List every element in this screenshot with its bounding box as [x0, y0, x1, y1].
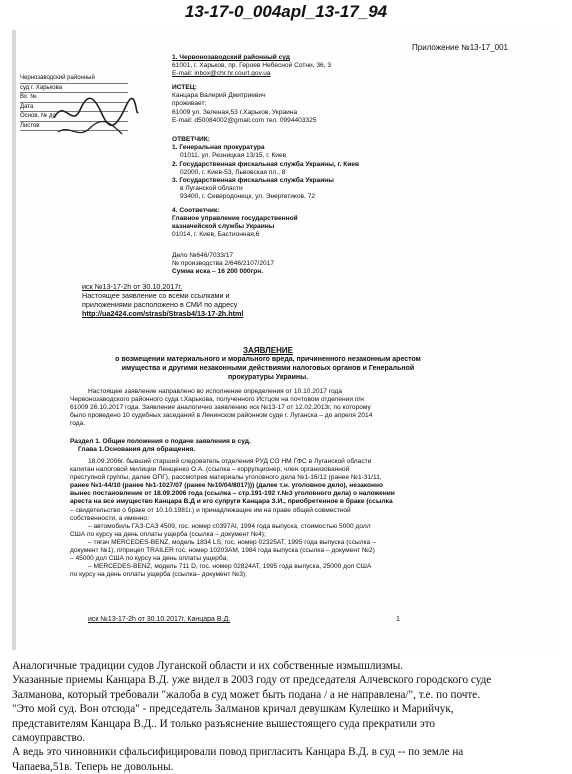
stamp-row: Листов	[20, 122, 128, 132]
plaintiff-residence-label: проживает:	[172, 100, 207, 108]
intro-paragraph	[70, 388, 470, 428]
stamp-row: Дата	[20, 103, 128, 113]
body-line: ранее №1-44/10 (ранее №1-1027/07 (ранее №10/04/8017))) (далее т.н. уголовное дело), незаконно	[70, 482, 384, 490]
intro-line: было проведено 10 судебных заседаний в Ленинском районном суде г. Луганска – до апреля 2014	[70, 412, 373, 420]
intro-line: года.	[70, 420, 86, 428]
body-line: собственности, а именно:	[70, 514, 149, 522]
reference-block	[82, 282, 243, 318]
court-name: 1. Червонозаводский районный суд	[172, 54, 290, 61]
body-line: США по курсу на день оплаты ущерба (ссылка – документ №4);	[70, 530, 266, 538]
stamp-row: Основ. № до	[20, 112, 128, 122]
caption-line: самоуправство.	[12, 732, 86, 745]
caption-line: Указанные приемы Канцара В.Д. уже видел в 2003 году от председателя Алчевского городского суде	[12, 674, 492, 687]
body-line: – автомобиль ГАЗ-САЗ 4509, гос. номер с0397АІ, 1994 года выпуска, стоимостью 5000 долл	[88, 522, 371, 530]
stamp-row: Вх. №	[20, 93, 128, 103]
body-line: – тягач MERCEDES-BENZ, модель 1834 LS, гос. номер 02325АТ, 1995 года выпуска (ссылка –	[88, 538, 376, 546]
case-block	[172, 252, 274, 277]
codefendant-heading: 4. Соответчик:	[172, 206, 220, 214]
declaration-subtitle: о возмещении материального и морального вреда, причиненного незаконным арестом	[115, 356, 421, 363]
court-stamp	[20, 74, 128, 150]
body-line: 18.09.2006г. бывший старший следователь отделения РУД СО НМ ГФС в Луганской области	[88, 458, 372, 465]
plaintiff-address: 61009 ул. Зеленая,53 г.Харьков, Украина	[172, 108, 298, 116]
defendant-heading: ОТВЕТЧИК:	[172, 136, 210, 143]
caption-text	[12, 659, 567, 774]
codefendant-name-2: казначейской службы Украины	[172, 223, 275, 231]
plaintiff-contact: E-mail: d50084002@gmail.com тел. 0994403325	[172, 116, 317, 124]
defendant-1: 1. Генеральная прокуратура	[172, 144, 265, 152]
body-line: – MERCEDES-BENZ, модель 711 D, гос. номер 02824АТ, 1995 года выпуска, 25000 дол США	[88, 563, 372, 571]
declaration-subtitle: имущества и другими незаконными действиями налоговых органов и Генеральной	[121, 365, 415, 372]
handwritten-date-mark	[50, 88, 140, 158]
codefendant-name: Главное управление государственной	[172, 214, 298, 222]
court-email: E-mail: inbox@chr.hr.court.gov.ua	[172, 70, 271, 78]
stamp-row: суд г. Харькова	[20, 84, 128, 94]
caption-line: Залманова, который требовали "жалоба в суд может быть подана / а не направлена/", т.е. по почте.	[12, 688, 481, 701]
page-number: 1	[396, 616, 400, 623]
page-title: 13-17-0_004apl_13-17_94	[184, 2, 388, 21]
proceeding-number: № производства 2/646/2107/2017	[172, 260, 275, 268]
court-address: 61001, г. Харьков, пр. Героев Небесной Сотни, 36, 3	[172, 62, 332, 70]
declaration-heading	[70, 346, 466, 382]
intro-line: Червонозаводского районного суда г.Харькова, полученного Истцом на почтовом отделении п/н	[70, 396, 364, 404]
caption-line: "Это мой суд. Вон отсюда" - председатель Залманов кричал девушкам Кулешко и Марийчук,	[12, 703, 454, 716]
plaintiff-block	[172, 84, 317, 125]
defendant-3: 3. Государственная фискальная служба Украины	[172, 177, 334, 185]
caption-line: представителям Канцара В.Д.. И только разъяснение вышестоящего суда прекратили это	[12, 717, 435, 730]
defendant-3-address: 93400, г. Северодонецк, ул. Энергетиков, 72	[180, 193, 316, 201]
caption-line: Чапаева,51в. Теперь не довольны.	[12, 760, 174, 773]
body-line: документ №1), п/прицеп TRAILER гос. номер 10203АМ, 1984 года выпуска (ссылка – документ №2)	[70, 547, 375, 555]
footer-reference: иск №13-17-2h от 30.10.2017г. Канцара В.Д.	[88, 616, 231, 623]
court-block	[172, 54, 331, 79]
body-line: вынес постановление от 18.09.2006 года (ссылка – стр.191-192 т.№3 уголовного дела) о наложении	[70, 490, 395, 498]
reference-line: Настоящее заявление со всеми ссылками и	[82, 291, 230, 300]
codefendant-address: 01014, г. Киев, Бастионная,6	[172, 231, 260, 239]
intro-line: 61009 26.10.2017 года. Заявление аналогично заявлению иск №13-17 от 12.02.2013г, по которому	[70, 404, 371, 412]
body-paragraph	[70, 458, 470, 579]
body-line: капитан налоговой милиции Ленщенко О.А. (ссылка – коррупционер, член организованной	[70, 466, 350, 474]
plaintiff-heading: ИСТЕЦ:	[172, 84, 197, 91]
defendant-block	[172, 136, 359, 239]
case-number: Дело №646/7033/17	[172, 252, 234, 259]
caption-line: А ведь это чиновники сфальсифицировали повод пригласить Канцара В.Д. в суд -- по земле на	[12, 746, 464, 759]
reference-line: приложениями расположено в СМИ по адресу	[82, 300, 238, 309]
claim-amount: Сумма иска – 16 200 000грн.	[172, 268, 264, 276]
intro-line: Настоящее заявление направлено во исполнение определения от 10.10.2017 года	[88, 388, 343, 395]
chapter-title: Глава 1.Основания для обращения.	[78, 446, 196, 454]
claim-reference: иск №13-17-2h от 30.10.2017г.	[82, 282, 183, 291]
body-line: ареста на все имущество Канцара В.Д и его супруги Канцара З.И., приобретенное в браке (ссылка	[70, 498, 393, 506]
plaintiff-name: Канцара Валерий Дмитриевич	[172, 92, 266, 100]
section-title: Раздел 1. Общие положения о подаче заявления в суд.	[70, 438, 251, 445]
section-heading	[70, 438, 420, 454]
defendant-3-region: в Луганской области	[180, 185, 243, 193]
page-fold-edge	[12, 30, 16, 650]
body-line: преступной группы, далее ОПГ), рассмотрев материалы уголовного дела №1-16/12 (ранее №1-31/11,	[70, 474, 382, 482]
reference-link[interactable]: http://ua2424.com/strasb/Strasb4/13-17-2h.html	[82, 309, 244, 318]
declaration-subtitle: прокуратуры Украины.	[227, 374, 309, 381]
caption-line: Аналогичные традиции судов Луганской области и их собственные измышлизмы.	[12, 660, 404, 672]
defendant-2: 2. Государственная фискальная служба Украины, г. Киев	[172, 160, 360, 168]
appendix-label: Приложение №13-17_001	[412, 43, 508, 52]
body-line: – 45000 дол США по курсу на день оплаты ущерба;	[70, 555, 228, 563]
body-line: – свидетельство о браке от 10.10.1981г.) и принадлежащее им на праве общей совместной	[70, 506, 351, 514]
body-line: по курсу на день оплаты ущерба (ссылка– документ №3);	[70, 571, 247, 579]
defendant-1-address: 01011, ул. Резницкая 13/15, г. Киев	[180, 152, 287, 160]
stamp-row: Чернозаводский районный	[20, 74, 128, 84]
declaration-title: ЗАЯВЛЕНИЕ	[243, 346, 293, 355]
defendant-2-address: 02000, г. Киев-53, Львовская пл., 8	[180, 168, 286, 176]
